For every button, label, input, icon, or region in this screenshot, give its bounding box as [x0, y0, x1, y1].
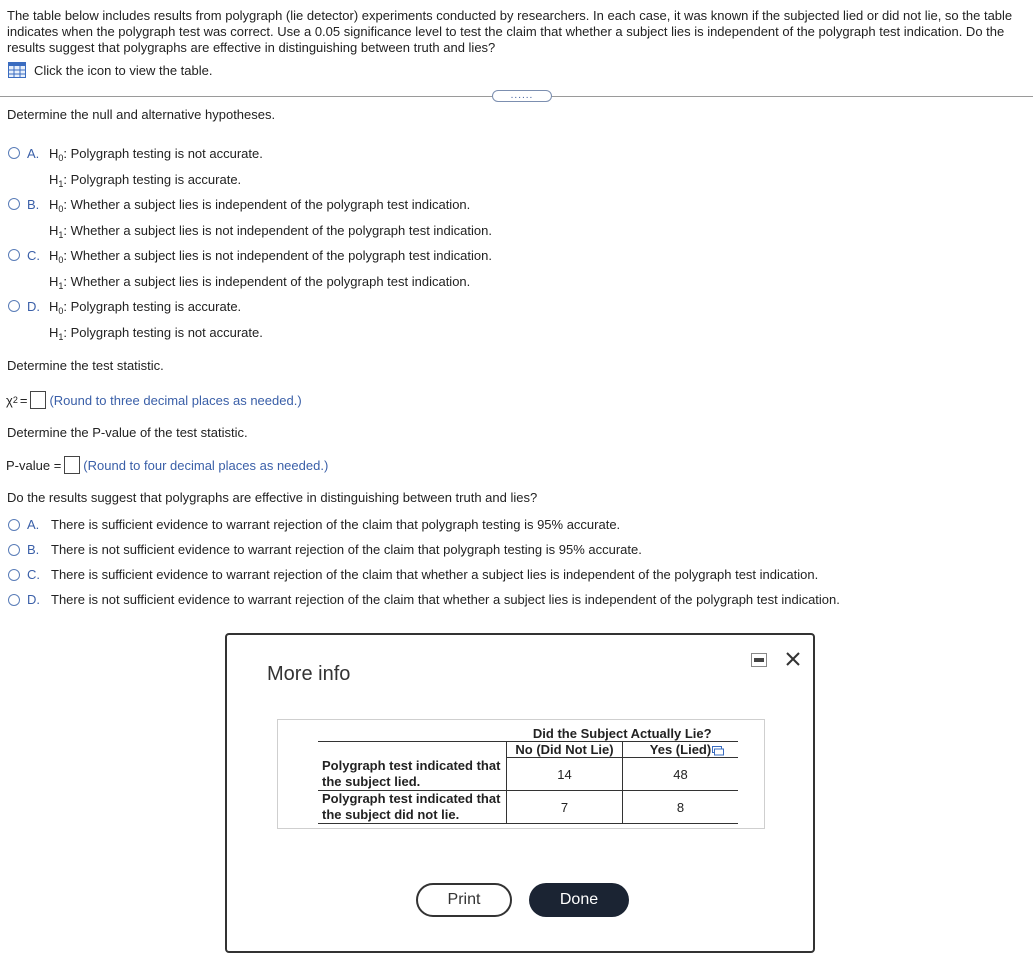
radio-button[interactable] — [8, 198, 20, 210]
col-header-yes: Yes (Lied) — [623, 742, 739, 758]
chi-square-answer-box[interactable] — [30, 391, 46, 409]
chi-square-row — [6, 391, 302, 409]
dialog-title: More info — [267, 663, 351, 685]
p-value-answer-box[interactable] — [64, 456, 80, 474]
option-text: There is sufficient evidence to warrant rejection of the claim that polygraph testing is 95% accurate. — [51, 517, 621, 532]
radio-button[interactable] — [8, 300, 20, 312]
equals-sign: = — [19, 392, 28, 408]
grid-table-icon[interactable] — [8, 62, 26, 78]
chi-superscript: 2 — [12, 395, 18, 405]
p-value-label: P-value = — [6, 457, 62, 473]
radio-button[interactable] — [8, 544, 20, 556]
option-letter: A. — [27, 517, 40, 532]
minimize-button[interactable] — [751, 653, 767, 667]
cell-lied-no: 14 — [507, 758, 623, 791]
q3-prompt: Determine the P-value of the test statistic. — [7, 425, 248, 440]
cell-not-lied-yes: 8 — [623, 791, 739, 824]
cell-not-lied-no: 7 — [507, 791, 623, 824]
row-label-lied: Polygraph test indicated that the subject lied. — [318, 758, 507, 791]
null-hypothesis: $H_0$: Polygraph testing is not accurate. — [49, 146, 263, 163]
cell-lied-yes: 48 — [623, 758, 739, 791]
q1-prompt: Determine the null and alternative hypotheses. — [7, 107, 276, 122]
radio-button[interactable] — [8, 594, 20, 606]
radio-button[interactable] — [8, 569, 20, 581]
option-letter: D. — [27, 592, 40, 607]
group-header: Did the Subject Actually Lie? — [507, 724, 739, 742]
null-hypothesis: $H_0$: Polygraph testing is accurate. — [49, 299, 242, 316]
contingency-table — [318, 724, 738, 824]
option-text: There is not sufficient evidence to warrant rejection of the claim that whether a subject lies is independent of the polygraph test indication. — [51, 592, 840, 607]
option-letter: B. — [27, 197, 40, 212]
option-letter: B. — [27, 542, 40, 557]
done-button[interactable]: Done — [529, 883, 629, 917]
q1-option-b[interactable] — [8, 194, 492, 246]
option-letter: A. — [27, 146, 40, 161]
alt-hypothesis: $H_1$: Whether a subject lies is independent of the polygraph test indication. — [49, 274, 471, 291]
q4-option-b[interactable] — [8, 542, 642, 557]
divider-handle[interactable] — [492, 90, 552, 102]
option-letter: C. — [27, 248, 40, 263]
q4-option-a[interactable] — [8, 517, 620, 532]
q1-option-d[interactable] — [8, 296, 263, 348]
null-hypothesis: $H_0$: Whether a subject lies is independent of the polygraph test indication. — [49, 197, 471, 214]
minimize-icon — [754, 658, 764, 662]
q1-option-c[interactable] — [8, 245, 492, 297]
q4-option-c[interactable] — [8, 567, 818, 582]
round-hint: (Round to three decimal places as needed.) — [49, 392, 302, 408]
option-letter: C. — [27, 567, 40, 582]
problem-intro: The table below includes results from polygraph (lie detector) experiments conducted by researchers. In each case, it was known if the subjected lied or did not lie, so the table indicates when the polygraph test was correct. Use a 0.05 significance level to test the claim that whether a subject lies is independent of the polygraph test indication. Do the results suggest that polygraphs are effective in distinguishing between truth and lies? — [7, 8, 1013, 55]
option-text: There is sufficient evidence to warrant rejection of the claim that whether a subject lies is independent of the polygraph test indication. — [51, 567, 819, 582]
option-letter: D. — [27, 299, 40, 314]
divider-handle-dots: ...... — [510, 90, 534, 101]
radio-button[interactable] — [8, 147, 20, 159]
radio-button[interactable] — [8, 519, 20, 531]
alt-hypothesis: $H_1$: Polygraph testing is accurate. — [49, 172, 242, 189]
chi-symbol: χ — [6, 392, 13, 408]
q4-option-d[interactable] — [8, 592, 840, 607]
option-text: There is not sufficient evidence to warrant rejection of the claim that polygraph testing is 95% accurate. — [51, 542, 642, 557]
more-info-dialog — [225, 633, 815, 953]
close-icon[interactable] — [783, 649, 803, 669]
radio-button[interactable] — [8, 249, 20, 261]
view-table-label[interactable]: Click the icon to view the table. — [34, 62, 213, 78]
row-label-not-lied: Polygraph test indicated that the subject did not lie. — [318, 791, 507, 824]
q2-prompt: Determine the test statistic. — [7, 358, 164, 373]
round-hint: (Round to four decimal places as needed.) — [83, 457, 329, 473]
data-table-frame — [277, 719, 765, 829]
alt-hypothesis: $H_1$: Whether a subject lies is not independent of the polygraph test indication. — [49, 223, 492, 240]
q1-option-a[interactable] — [8, 143, 263, 195]
p-value-row — [6, 456, 328, 474]
q4-prompt: Do the results suggest that polygraphs are effective in distinguishing between truth and lies? — [7, 490, 538, 505]
print-button[interactable]: Print — [416, 883, 512, 917]
copy-table-icon[interactable] — [712, 746, 724, 756]
col-header-no: No (Did Not Lie) — [507, 742, 623, 758]
null-hypothesis: $H_0$: Whether a subject lies is not independent of the polygraph test indication. — [49, 248, 492, 265]
alt-hypothesis: $H_1$: Polygraph testing is not accurate. — [49, 325, 263, 342]
view-table-link[interactable] — [8, 62, 212, 78]
